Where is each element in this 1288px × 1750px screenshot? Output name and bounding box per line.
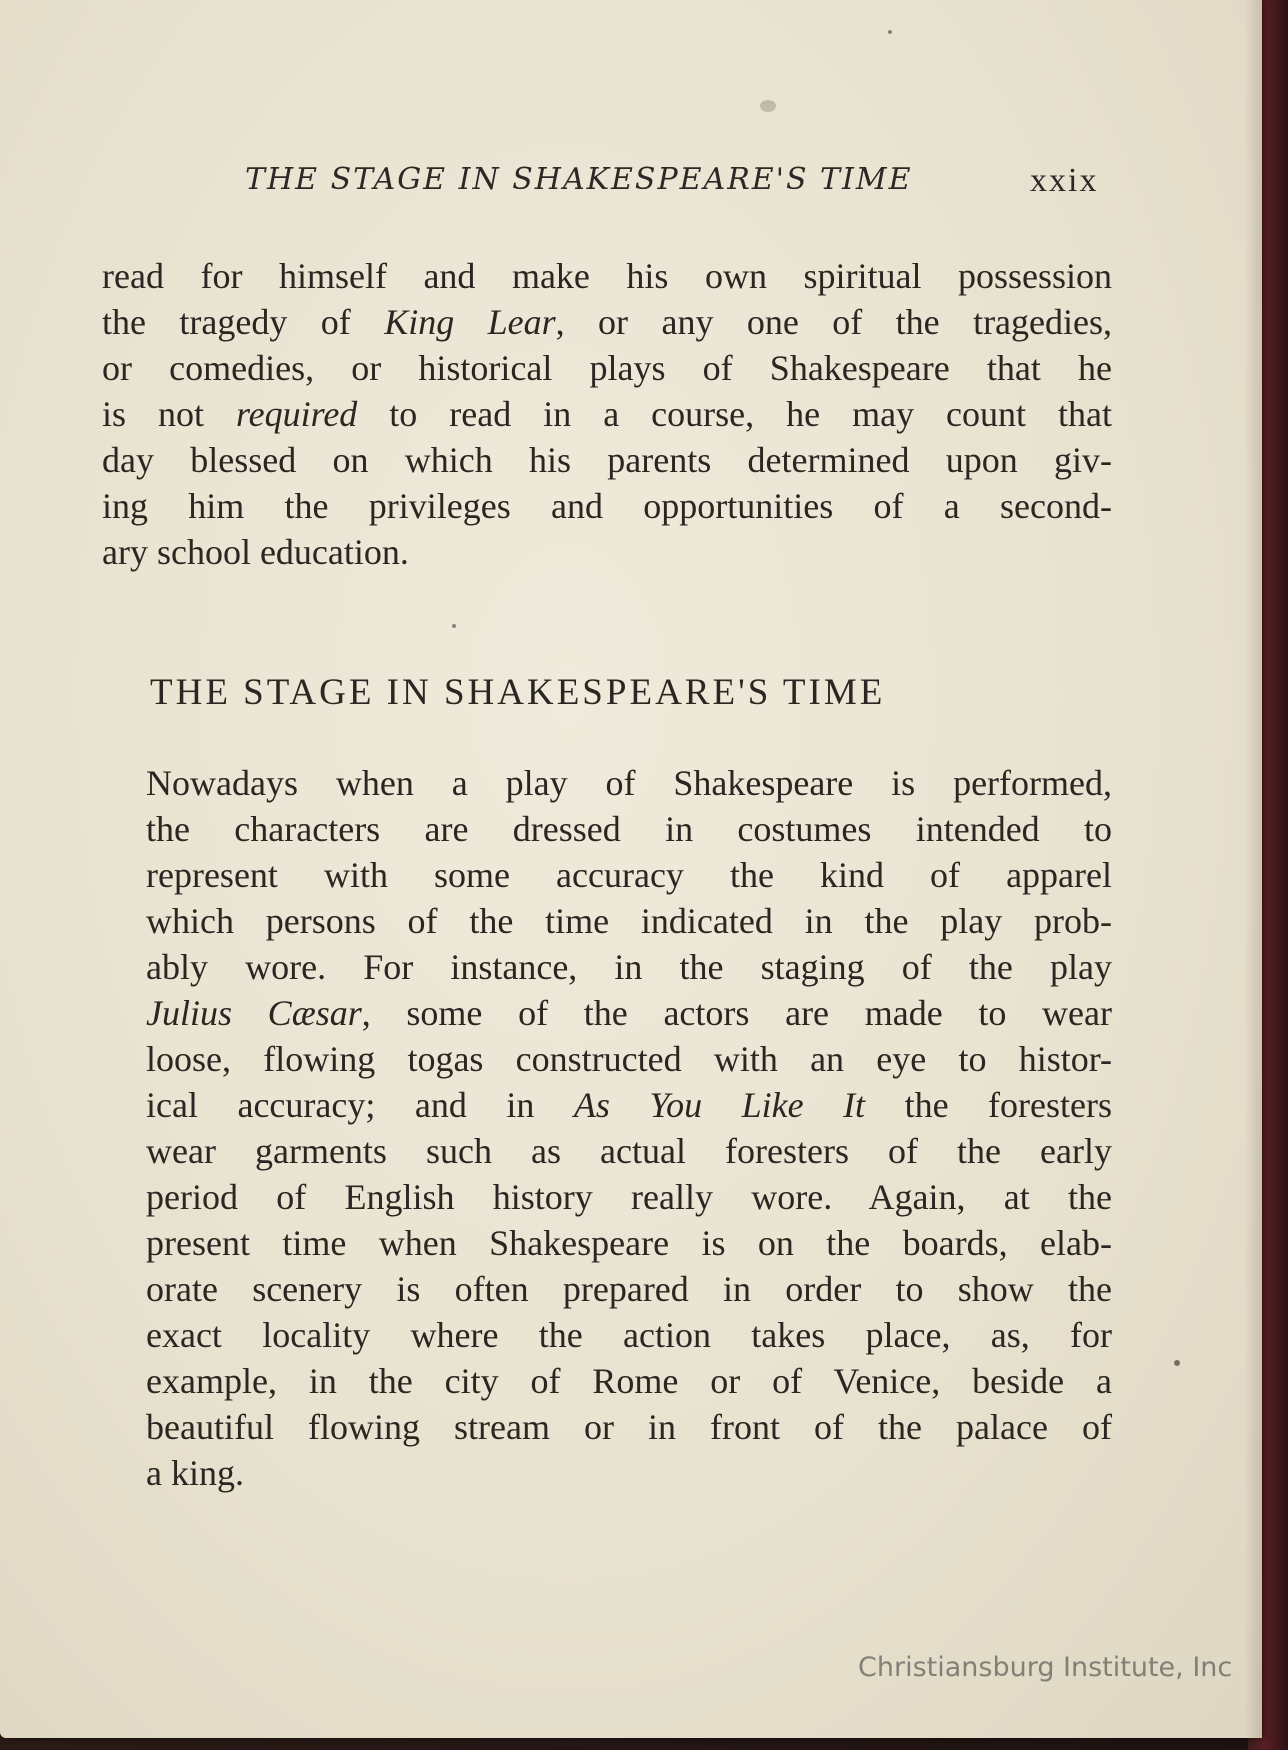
text-line <box>102 1128 1112 1174</box>
text-line <box>102 760 1112 806</box>
text-run: represent with some accuracy the kind of apparel <box>146 855 1112 895</box>
text-run: ary school education. <box>102 532 409 572</box>
text-run: which persons of the time indicated in the play prob- <box>146 901 1112 941</box>
text-run: exact locality where the action takes place, as, for <box>146 1315 1112 1355</box>
text-line <box>102 898 1112 944</box>
text-line <box>102 990 1112 1036</box>
text-line <box>102 345 1112 391</box>
text-run: day blessed on which his parents determined upon giv- <box>102 440 1112 480</box>
text-run: the tragedy of <box>102 302 385 342</box>
text-run: the characters are dressed in costumes intended to <box>146 809 1112 849</box>
paper-speck <box>888 30 892 34</box>
running-head: THE STAGE IN SHAKESPEARE'S TIME <box>245 162 913 197</box>
italic-title: As You Like It <box>573 1085 866 1125</box>
text-run: beautiful flowing stream or in front of the palace of <box>146 1407 1112 1447</box>
text-run: , some of the actors are made to wear <box>361 993 1112 1033</box>
page-number: xxix <box>1030 162 1099 199</box>
text-line <box>102 1036 1112 1082</box>
text-run: present time when Shakespeare is on the boards, elab- <box>146 1223 1112 1263</box>
text-run: a king. <box>146 1453 244 1493</box>
text-run: to read in a course, he may count that <box>357 394 1113 434</box>
paper-speck <box>760 100 776 112</box>
text-run: ing him the privileges and opportunities of a second- <box>102 486 1112 526</box>
text-line <box>102 529 1112 575</box>
text-line <box>102 852 1112 898</box>
text-run: ical accuracy; and in <box>146 1085 574 1125</box>
paper-speck <box>452 624 456 628</box>
section-heading: THE STAGE IN SHAKESPEARE'S TIME <box>150 672 886 713</box>
text-line <box>102 806 1112 852</box>
text-line <box>102 1174 1112 1220</box>
text-line <box>102 391 1112 437</box>
text-run: Nowadays when a play of Shakespeare is performed, <box>146 763 1112 803</box>
text-run: read for himself and make his own spiritual possession <box>102 256 1112 296</box>
text-run: the foresters <box>865 1085 1112 1125</box>
text-line <box>102 1266 1112 1312</box>
text-line <box>102 1450 1112 1496</box>
text-line <box>102 1358 1112 1404</box>
text-line <box>102 944 1112 990</box>
italic-title: required <box>236 394 358 434</box>
italic-title: King Lear <box>384 302 556 342</box>
text-line <box>102 483 1112 529</box>
text-line <box>102 1312 1112 1358</box>
watermark: Christiansburg Institute, Inc <box>858 1652 1233 1683</box>
text-line <box>102 437 1112 483</box>
paragraph-continued <box>102 253 1112 575</box>
paper-speck <box>1174 1360 1180 1366</box>
paragraph-stage <box>102 760 1112 1496</box>
text-run: ably wore. For instance, in the staging of the play <box>146 947 1112 987</box>
text-run: wear garments such as actual foresters of the early <box>146 1131 1112 1171</box>
text-line <box>102 299 1112 345</box>
text-run: is not <box>102 394 236 434</box>
italic-title: Julius Cæsar <box>146 993 362 1033</box>
text-line <box>102 1082 1112 1128</box>
text-line <box>102 1220 1112 1266</box>
text-run: orate scenery is often prepared in order to show the <box>146 1269 1112 1309</box>
text-run: example, in the city of Rome or of Venice, beside a <box>146 1361 1112 1401</box>
text-run: , or any one of the tragedies, <box>555 302 1113 342</box>
text-run: period of English history really wore. Again, at the <box>146 1177 1112 1217</box>
text-line <box>102 1404 1112 1450</box>
text-run: loose, flowing togas constructed with an eye to histor- <box>146 1039 1112 1079</box>
text-line <box>102 253 1112 299</box>
text-run: or comedies, or historical plays of Shakespeare that he <box>102 348 1112 388</box>
